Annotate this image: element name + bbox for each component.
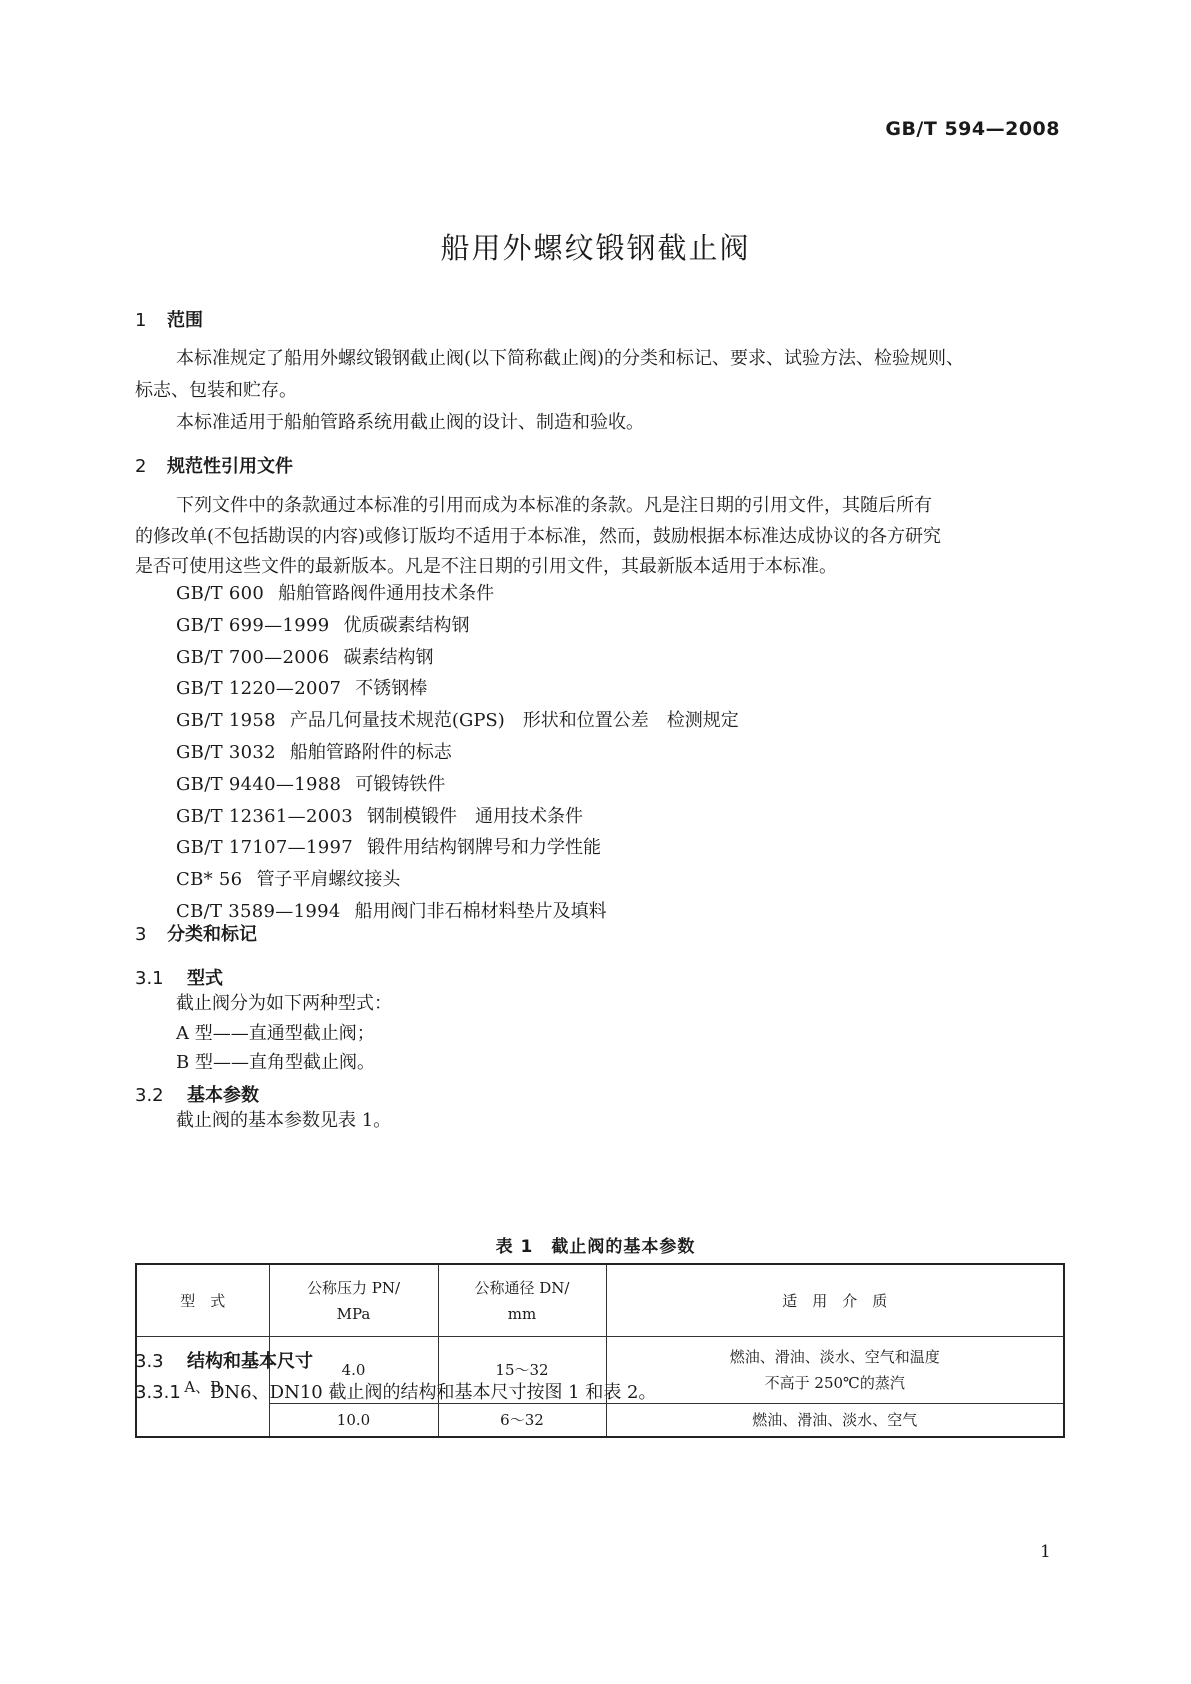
table-caption: 表 1 截止阀的基本参数 — [495, 1237, 696, 1257]
reference-item — [176, 578, 739, 610]
document-title: 船用外螺纹锻钢截止阀 — [440, 231, 751, 265]
subsection-number: 3.1 — [135, 968, 164, 989]
page-number: 1 — [1040, 1542, 1051, 1562]
reference-item — [176, 610, 739, 642]
reference-title: 钢制模锻件 通用技术条件 — [366, 805, 583, 827]
reference-item — [176, 832, 739, 864]
section-number: 3 — [135, 924, 147, 945]
table-row — [136, 1404, 1064, 1438]
section-1-paragraph-2: 本标准适用于船舶管路系统用截止阀的设计、制造和验收。 — [176, 412, 644, 433]
header-diameter-line-2: mm — [507, 1304, 537, 1323]
reference-title: 不锈钢棒 — [355, 678, 428, 700]
subsection-title: 基本参数 — [187, 1085, 259, 1106]
section-number: 2 — [135, 456, 147, 477]
reference-title: 船用阀门非石棉材料垫片及填料 — [354, 900, 607, 922]
medium-cell: 燃油、滑油、淡水、空气 — [606, 1404, 1064, 1438]
section-3-heading — [135, 920, 257, 946]
medium-cell — [606, 1337, 1064, 1404]
section-1-heading — [135, 306, 203, 332]
reference-item — [176, 864, 739, 896]
reference-code: GB/T 1958 — [176, 710, 276, 732]
reference-code: GB/T 9440—1988 — [176, 773, 342, 795]
section-title: 范围 — [167, 310, 203, 331]
reference-item — [176, 642, 739, 674]
clause-3-3-1 — [135, 1378, 657, 1404]
section-number: 1 — [135, 310, 147, 331]
reference-list — [176, 578, 739, 928]
type-cell: A、B — [136, 1337, 269, 1438]
subsection-3-3-heading — [135, 1347, 313, 1373]
header-medium: 适 用 介 质 — [606, 1264, 1064, 1337]
reference-item — [176, 673, 739, 705]
header-type: 型 式 — [136, 1264, 269, 1337]
reference-code: CB/T 3589—1994 — [176, 900, 341, 922]
reference-item — [176, 896, 739, 928]
section-1-paragraph-1 — [135, 343, 1065, 375]
reference-title: 船舶管路阀件通用技术条件 — [278, 583, 495, 604]
reference-title: 锻件用结构钢牌号和力学性能 — [366, 837, 601, 859]
type-a: A 型——直通型截止阀； — [176, 1023, 375, 1044]
reference-code: GB/T 699—1999 — [176, 614, 330, 636]
reference-code: GB/T 17107—1997 — [176, 837, 353, 859]
reference-code: GB/T 3032 — [176, 741, 276, 763]
section-title: 分类和标记 — [167, 924, 257, 945]
header-pressure-line-2: MPa — [336, 1304, 371, 1323]
type-intro: 截止阀分为如下两种型式： — [176, 993, 392, 1014]
pressure-cell: 10.0 — [269, 1404, 438, 1438]
subsection-3-1-heading — [135, 964, 223, 990]
reference-title: 管子平肩螺纹接头 — [256, 869, 401, 891]
reference-item — [176, 737, 739, 769]
reference-code: GB/T 600 — [176, 583, 265, 604]
section-2-paragraph-line-3: 是否可使用这些文件的最新版本。凡是不注日期的引用文件，其最新版本适用于本标准。 — [135, 556, 837, 577]
section-2-heading — [135, 452, 293, 478]
section-1-paragraph-1-cont: 标志、包装和贮存。 — [135, 380, 297, 401]
subsection-number: 3.2 — [135, 1085, 164, 1106]
header-pressure — [269, 1264, 438, 1337]
reference-title: 碳素结构钢 — [343, 646, 434, 668]
header-diameter-line-1: 公称通径 DN/ — [474, 1278, 570, 1297]
medium-line-2: 不高于 250℃的蒸汽 — [764, 1374, 905, 1392]
pressure-cell: 4.0 — [269, 1337, 438, 1404]
standard-code: GB/T 594—2008 — [885, 118, 1060, 140]
reference-item — [176, 801, 739, 833]
reference-code: CB* 56 — [176, 869, 243, 891]
section-title: 规范性引用文件 — [167, 456, 293, 477]
diameter-cell: 6～32 — [438, 1404, 606, 1438]
reference-item — [176, 705, 739, 737]
parameters-intro: 截止阀的基本参数见表 1。 — [176, 1110, 392, 1131]
section-2-paragraph-line-2: 的修改单(不包括勘误的内容)或修订版均不适用于本标准，然而，鼓励根据本标准达成协议的各方研究 — [135, 526, 942, 547]
section-2-paragraph-line-1: 下列文件中的条款通过本标准的引用而成为本标准的条款。凡是注日期的引用文件，其随后所有 — [176, 495, 932, 516]
reference-title: 可锻铸铁件 — [355, 773, 446, 795]
reference-item — [176, 769, 739, 801]
type-b: B 型——直角型截止阀。 — [176, 1052, 375, 1073]
reference-title: 产品几何量技术规范(GPS) 形状和位置公差 检测规定 — [289, 710, 739, 732]
reference-title: 优质碳素结构钢 — [343, 614, 470, 636]
reference-code: GB/T 700—2006 — [176, 646, 330, 668]
subsection-number: 3.3 — [135, 1351, 164, 1372]
header-diameter — [438, 1264, 606, 1337]
diameter-cell: 15～32 — [438, 1337, 606, 1404]
medium-line-1: 燃油、滑油、淡水、空气和温度 — [729, 1348, 940, 1366]
subsection-3-2-heading — [135, 1081, 259, 1107]
clause-number: 3.3.1 — [135, 1382, 181, 1403]
reference-code: GB/T 12361—2003 — [176, 805, 353, 827]
clause-text: DN6、DN10 截止阀的结构和基本尺寸按图 1 和表 2。 — [210, 1382, 657, 1403]
subsection-title: 型式 — [187, 968, 223, 989]
subsection-title: 结构和基本尺寸 — [187, 1351, 313, 1372]
reference-code: GB/T 1220—2007 — [176, 678, 342, 700]
paragraph-line: 本标准规定了船用外螺纹锻钢截止阀(以下简称截止阀)的分类和标记、要求、试验方法、检验规则、 — [176, 348, 965, 369]
header-pressure-line-1: 公称压力 PN/ — [306, 1278, 401, 1297]
reference-title: 船舶管路附件的标志 — [289, 741, 452, 763]
table-header-row — [136, 1264, 1064, 1337]
